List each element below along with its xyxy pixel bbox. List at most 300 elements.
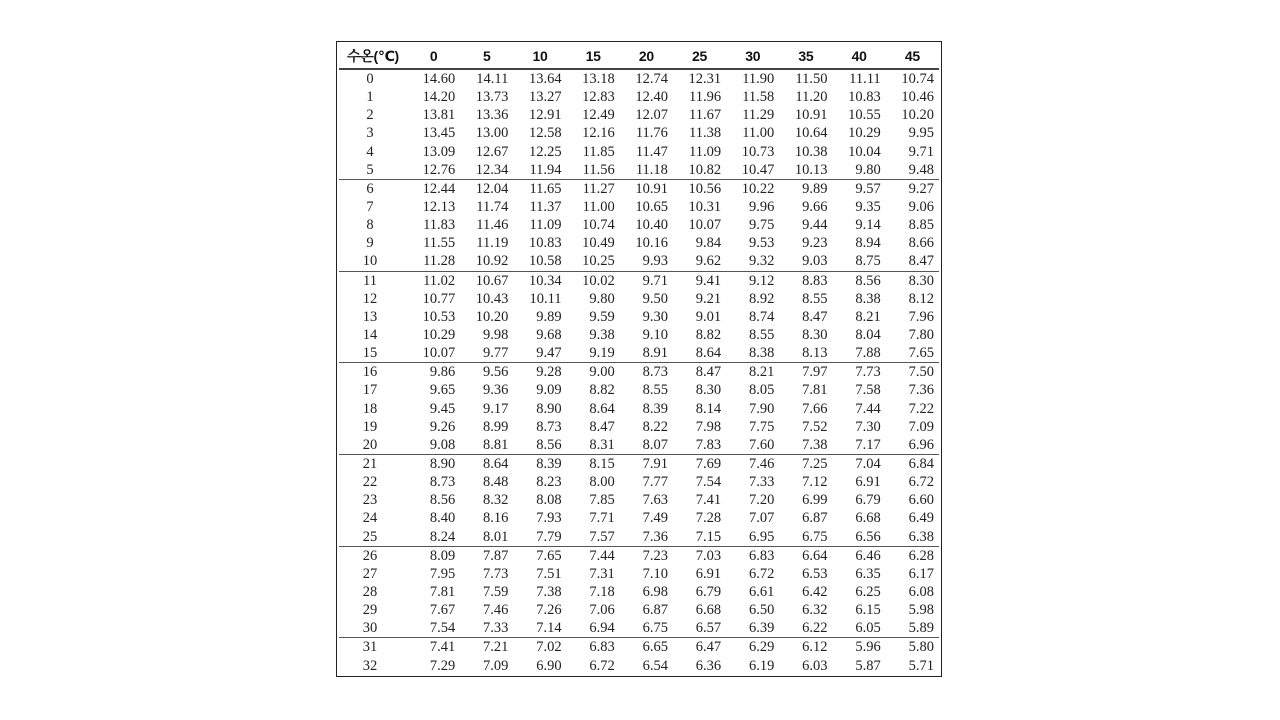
table-cell: 8.73	[429, 474, 456, 491]
table-cell: 9.08	[407, 436, 460, 455]
table-cell: 10.73	[741, 143, 775, 160]
table-cell: 9.93	[620, 252, 673, 271]
table-cell: 8.21	[855, 308, 881, 325]
table-cell: 11.55	[423, 235, 456, 252]
table-cell: 7.95	[429, 565, 456, 582]
table-cell: 8.00	[589, 474, 615, 491]
table-cell: 9.47	[513, 344, 566, 363]
table-cell: 8.99	[483, 418, 509, 435]
row-header-temperature: 8	[366, 217, 374, 234]
table-cell: 12.16	[582, 125, 615, 142]
row-header-temperature: 6	[366, 180, 374, 197]
table-cell: 10.31	[688, 199, 722, 216]
table-cell: 8.64	[483, 456, 509, 473]
column-header: 20	[620, 44, 673, 69]
table-cell: 13.64	[528, 71, 562, 88]
table-row	[339, 143, 939, 161]
table-row	[339, 198, 939, 216]
table-cell: 10.53	[422, 308, 456, 325]
table-cell: 8.94	[855, 235, 881, 252]
table-cell: 9.71	[642, 272, 668, 289]
column-header: 45	[886, 44, 939, 69]
table-cell: 6.17	[908, 565, 934, 582]
table-cell: 10.29	[848, 125, 881, 142]
table-cell: 12.13	[422, 199, 456, 216]
table-row	[339, 179, 939, 198]
table-cell: 6.36	[695, 657, 722, 674]
table-cell: 14.20	[422, 89, 456, 106]
table-cell: 10.74	[582, 217, 615, 234]
table-cell: 7.33	[460, 619, 513, 638]
row-header-temperature: 16	[362, 364, 378, 381]
corner-label: 수온(℃)	[339, 44, 407, 69]
row-header-temperature: 4	[366, 143, 374, 160]
table-row	[339, 69, 939, 88]
table-cell: 13.18	[582, 71, 615, 88]
table-cell: 7.83	[673, 436, 726, 455]
table-cell: 11.85	[582, 143, 615, 160]
column-header: 5	[460, 44, 513, 69]
row-header-temperature: 2	[366, 107, 374, 124]
table-cell: 9.41	[695, 272, 722, 289]
table-cell: 6.65	[642, 639, 668, 656]
table-cell: 7.10	[642, 565, 668, 582]
table-cell: 7.63	[642, 492, 668, 509]
table-cell: 7.98	[695, 418, 722, 435]
table-cell: 10.74	[901, 71, 934, 88]
table-cell: 5.89	[886, 619, 939, 638]
table-cell: 11.67	[689, 107, 722, 124]
table-cell: 6.60	[908, 492, 934, 509]
table-cell: 7.75	[748, 418, 775, 435]
table-cell: 6.87	[642, 602, 668, 619]
table-cell: 7.51	[536, 565, 562, 582]
table-cell: 6.99	[802, 492, 828, 509]
table-cell: 7.02	[536, 639, 562, 656]
table-cell: 6.72	[748, 565, 775, 582]
table-cell: 7.41	[695, 492, 722, 509]
table-cell: 10.82	[673, 161, 726, 180]
table-cell: 10.46	[901, 89, 934, 106]
table-cell: 12.74	[635, 71, 668, 88]
table-cell: 9.71	[908, 143, 934, 160]
table-cell: 9.35	[855, 199, 881, 216]
table-cell: 8.40	[429, 510, 456, 527]
table-cell: 8.55	[642, 382, 668, 399]
table-cell: 9.28	[536, 364, 562, 381]
table-cell: 10.49	[582, 235, 615, 252]
table-cell: 6.68	[695, 602, 722, 619]
table-cell: 10.91	[635, 180, 668, 197]
table-cell: 12.76	[407, 161, 460, 180]
table-cell: 7.26	[536, 602, 562, 619]
table-cell: 8.47	[802, 308, 828, 325]
table-cell: 9.32	[726, 252, 779, 271]
table-cell: 9.62	[673, 252, 726, 271]
header-row	[339, 44, 939, 69]
table-cell: 7.77	[642, 474, 668, 491]
table-cell: 6.49	[908, 510, 934, 527]
table-cell: 8.08	[536, 492, 562, 509]
table-cell: 5.87	[855, 657, 881, 674]
table-cell: 9.89	[536, 308, 562, 325]
table-cell: 11.29	[742, 107, 775, 124]
table-row	[339, 326, 939, 344]
table-cell: 6.29	[748, 639, 775, 656]
table-cell: 8.13	[779, 344, 832, 363]
table-cell: 8.56	[855, 272, 881, 289]
table-cell: 13.00	[475, 125, 509, 142]
row-header-temperature: 17	[362, 382, 378, 399]
table-cell: 6.79	[695, 584, 722, 600]
table-cell: 8.14	[695, 400, 722, 417]
table-cell: 7.44	[589, 547, 615, 564]
row-header-temperature: 28	[362, 584, 378, 600]
table-cell: 11.46	[476, 217, 509, 234]
table-cell: 8.56	[429, 492, 456, 509]
table-cell: 13.36	[475, 107, 509, 124]
table-cell: 7.17	[833, 436, 886, 455]
table-cell: 6.98	[642, 584, 668, 600]
table-cell: 7.09	[483, 657, 509, 674]
table-cell: 12.83	[582, 89, 615, 106]
table-cell: 6.15	[855, 602, 881, 619]
table-cell: 7.15	[673, 528, 726, 547]
table-cell: 8.55	[802, 290, 828, 307]
table-cell: 7.18	[589, 584, 615, 600]
table-cell: 9.86	[429, 364, 456, 381]
table-cell: 7.65	[536, 547, 562, 564]
column-header: 0	[407, 44, 460, 69]
table-cell: 6.05	[833, 619, 886, 638]
row-header-temperature: 25	[339, 528, 407, 547]
table-cell: 12.04	[475, 180, 509, 197]
table-cell: 10.64	[794, 125, 828, 142]
table-cell: 11.58	[742, 89, 775, 106]
table-body	[339, 69, 939, 675]
table-cell: 6.87	[802, 510, 828, 527]
table-cell: 7.21	[483, 639, 509, 656]
table-cell: 8.05	[748, 382, 775, 399]
table-row	[339, 124, 939, 142]
table-cell: 6.68	[855, 510, 881, 527]
table-cell: 11.96	[689, 89, 722, 106]
table-cell: 7.87	[483, 547, 509, 564]
row-header-temperature: 12	[362, 290, 378, 307]
table-cell: 10.38	[794, 143, 828, 160]
table-cell: 7.06	[589, 602, 615, 619]
table-cell: 8.15	[589, 456, 615, 473]
table-cell: 14.60	[422, 71, 456, 88]
table-cell: 7.31	[589, 565, 615, 582]
table-cell: 9.65	[429, 382, 456, 399]
table-cell: 7.85	[589, 492, 615, 509]
table-cell: 9.57	[855, 180, 881, 197]
table-cell: 9.23	[802, 235, 828, 252]
row-header-temperature: 32	[362, 657, 378, 674]
table-row	[339, 638, 939, 657]
table-cell: 8.56	[513, 436, 566, 455]
table-cell: 9.27	[908, 180, 934, 197]
table-cell: 9.80	[833, 161, 886, 180]
table-cell: 7.80	[908, 327, 934, 344]
table-cell: 9.00	[589, 364, 615, 381]
table-cell: 6.57	[673, 619, 726, 638]
table-cell: 7.69	[695, 456, 722, 473]
table-cell: 7.07	[748, 510, 775, 527]
table-cell: 6.83	[748, 547, 775, 564]
row-header-temperature: 24	[362, 510, 378, 527]
table-cell: 10.11	[529, 290, 562, 307]
table-cell: 12.91	[528, 107, 562, 124]
table-cell: 10.22	[741, 180, 775, 197]
table-cell: 6.90	[536, 657, 562, 674]
table-cell: 10.43	[475, 290, 509, 307]
table-cell: 6.79	[855, 492, 881, 509]
table-cell: 8.39	[642, 400, 668, 417]
row-header-temperature: 5	[339, 161, 407, 180]
table-cell: 5.96	[855, 639, 881, 656]
table-cell: 6.32	[802, 602, 828, 619]
table-cell: 10.07	[407, 344, 460, 363]
table-cell: 11.11	[849, 71, 881, 88]
table-cell: 12.44	[422, 180, 456, 197]
table-cell: 7.54	[407, 619, 460, 638]
table-cell: 9.44	[802, 217, 828, 234]
table-row	[339, 88, 939, 106]
table-row	[339, 546, 939, 565]
table-cell: 9.68	[536, 327, 562, 344]
table-cell: 10.67	[475, 272, 509, 289]
table-cell: 10.56	[688, 180, 722, 197]
table-cell: 11.47	[635, 143, 668, 160]
table-cell: 6.46	[855, 547, 881, 564]
table-cell: 8.47	[886, 252, 939, 271]
table-cell: 7.88	[833, 344, 886, 363]
table-cell: 12.25	[528, 143, 562, 160]
table-cell: 7.90	[748, 400, 775, 417]
table-cell: 8.30	[695, 382, 722, 399]
table-cell: 9.17	[483, 400, 509, 417]
row-header-temperature: 23	[362, 492, 378, 509]
table-cell: 7.50	[908, 364, 934, 381]
column-header: 25	[673, 44, 726, 69]
table-cell: 8.74	[748, 308, 775, 325]
table-cell: 9.98	[483, 327, 509, 344]
table-row	[339, 271, 939, 290]
table-cell: 6.28	[908, 547, 934, 564]
table-cell: 11.09	[529, 217, 562, 234]
table-cell: 10.16	[635, 235, 668, 252]
table-cell: 6.75	[620, 619, 673, 638]
table-cell: 7.73	[855, 364, 881, 381]
table-cell: 6.72	[589, 657, 615, 674]
table-cell: 12.34	[460, 161, 513, 180]
table-cell: 10.83	[848, 89, 881, 106]
table-cell: 7.60	[726, 436, 779, 455]
table-cell: 7.91	[642, 456, 668, 473]
table-row	[339, 657, 939, 675]
table-cell: 9.03	[779, 252, 832, 271]
table-cell: 12.67	[475, 143, 509, 160]
table-cell: 9.01	[695, 308, 722, 325]
table-cell: 8.12	[908, 290, 934, 307]
table-cell: 9.89	[802, 180, 828, 197]
table-row	[339, 252, 939, 271]
table-row	[339, 308, 939, 326]
table-cell: 11.19	[476, 235, 509, 252]
table-cell: 8.21	[748, 364, 775, 381]
table-cell: 7.03	[695, 547, 722, 564]
row-header-temperature: 7	[366, 199, 374, 216]
row-header-temperature: 1	[366, 89, 374, 106]
table-cell: 9.66	[802, 199, 828, 216]
table-cell: 7.71	[589, 510, 615, 527]
table-cell: 8.90	[429, 456, 456, 473]
table-cell: 6.03	[802, 657, 828, 674]
table-cell: 10.20	[475, 308, 509, 325]
table-row	[339, 491, 939, 509]
table-cell: 11.20	[795, 89, 828, 106]
table-cell: 6.95	[726, 528, 779, 547]
table-cell: 6.42	[802, 584, 828, 600]
table-cell: 8.73	[642, 364, 668, 381]
table-cell: 8.38	[855, 290, 881, 307]
table-cell: 9.48	[886, 161, 939, 180]
table-cell: 10.77	[422, 290, 456, 307]
row-header-temperature: 27	[362, 565, 378, 582]
table-cell: 8.82	[695, 327, 722, 344]
table-cell: 8.16	[483, 510, 509, 527]
table-cell: 5.80	[908, 639, 934, 656]
table-cell: 8.39	[536, 456, 562, 473]
table-cell: 6.94	[567, 619, 620, 638]
table-cell: 12.07	[635, 107, 668, 124]
table-cell: 9.09	[536, 382, 562, 399]
table-cell: 9.84	[695, 235, 722, 252]
table-cell: 9.95	[908, 125, 934, 142]
table-cell: 9.19	[567, 344, 620, 363]
table-cell: 7.36	[620, 528, 673, 547]
table-cell: 9.50	[642, 290, 668, 307]
table-cell: 6.35	[855, 565, 881, 582]
table-cell: 11.00	[742, 125, 775, 142]
table-cell: 7.97	[802, 364, 828, 381]
column-header: 35	[779, 44, 832, 69]
table-cell: 6.12	[802, 639, 828, 656]
table-cell: 11.18	[620, 161, 673, 180]
table-cell: 7.23	[642, 547, 668, 564]
table-row	[339, 234, 939, 252]
table-cell: 11.38	[689, 125, 722, 142]
column-header: 10	[513, 44, 566, 69]
table-cell: 13.81	[422, 107, 456, 124]
table-cell: 11.56	[567, 161, 620, 180]
table-cell: 8.48	[483, 474, 509, 491]
table-cell: 10.04	[848, 143, 881, 160]
oxygen-solubility-table-frame	[336, 41, 942, 677]
row-header-temperature: 30	[339, 619, 407, 638]
table-cell: 5.98	[908, 602, 934, 619]
table-cell: 9.12	[748, 272, 775, 289]
table-cell: 6.56	[833, 528, 886, 547]
table-cell: 8.09	[429, 547, 456, 564]
table-cell: 9.21	[695, 290, 722, 307]
table-cell: 7.59	[483, 584, 509, 600]
table-row	[339, 473, 939, 491]
table-cell: 7.29	[429, 657, 456, 674]
table-cell: 10.20	[901, 107, 934, 124]
table-cell: 6.54	[642, 657, 668, 674]
table-cell: 9.38	[589, 327, 615, 344]
table-cell: 10.29	[422, 327, 456, 344]
table-row	[339, 565, 939, 583]
table-cell: 7.20	[748, 492, 775, 509]
table-cell: 8.64	[673, 344, 726, 363]
table-cell: 8.83	[802, 272, 828, 289]
table-cell: 6.91	[855, 474, 881, 491]
table-cell: 7.49	[642, 510, 668, 527]
table-cell: 6.96	[886, 436, 939, 455]
table-cell: 10.40	[635, 217, 668, 234]
table-cell: 7.93	[536, 510, 562, 527]
table-cell: 8.30	[908, 272, 934, 289]
table-cell: 7.65	[886, 344, 939, 363]
table-cell: 8.31	[567, 436, 620, 455]
table-cell: 10.13	[779, 161, 832, 180]
table-cell: 13.73	[475, 89, 509, 106]
table-cell: 11.09	[689, 143, 722, 160]
table-cell: 8.32	[483, 492, 509, 509]
table-cell: 8.23	[536, 474, 562, 491]
table-cell: 9.26	[429, 418, 456, 435]
table-cell: 7.58	[855, 382, 881, 399]
table-cell: 8.24	[407, 528, 460, 547]
table-cell: 6.91	[695, 565, 722, 582]
table-cell: 9.56	[483, 364, 509, 381]
table-cell: 11.27	[582, 180, 615, 197]
table-cell: 7.22	[908, 400, 934, 417]
table-cell: 7.73	[483, 565, 509, 582]
row-header-temperature: 15	[339, 344, 407, 363]
table-cell: 7.30	[855, 418, 881, 435]
table-cell: 7.46	[748, 456, 775, 473]
table-cell: 9.96	[748, 199, 775, 216]
table-cell: 8.47	[695, 364, 722, 381]
table-cell: 10.34	[528, 272, 562, 289]
table-cell: 10.91	[794, 107, 828, 124]
table-row	[339, 528, 939, 547]
table-row	[339, 363, 939, 382]
table-cell: 7.28	[695, 510, 722, 527]
table-cell: 8.85	[908, 217, 934, 234]
table-cell: 8.04	[855, 327, 881, 344]
row-header-temperature: 3	[366, 125, 374, 142]
table-row	[339, 400, 939, 418]
table-row	[339, 161, 939, 180]
table-cell: 8.81	[460, 436, 513, 455]
table-cell: 8.91	[620, 344, 673, 363]
table-cell: 7.57	[567, 528, 620, 547]
table-row	[339, 601, 939, 619]
row-header-temperature: 22	[362, 474, 378, 491]
table-cell: 6.19	[748, 657, 775, 674]
column-header: 30	[726, 44, 779, 69]
table-cell: 7.52	[802, 418, 828, 435]
table-cell: 6.84	[908, 456, 934, 473]
table-cell: 11.76	[635, 125, 668, 142]
table-cell: 9.53	[748, 235, 775, 252]
